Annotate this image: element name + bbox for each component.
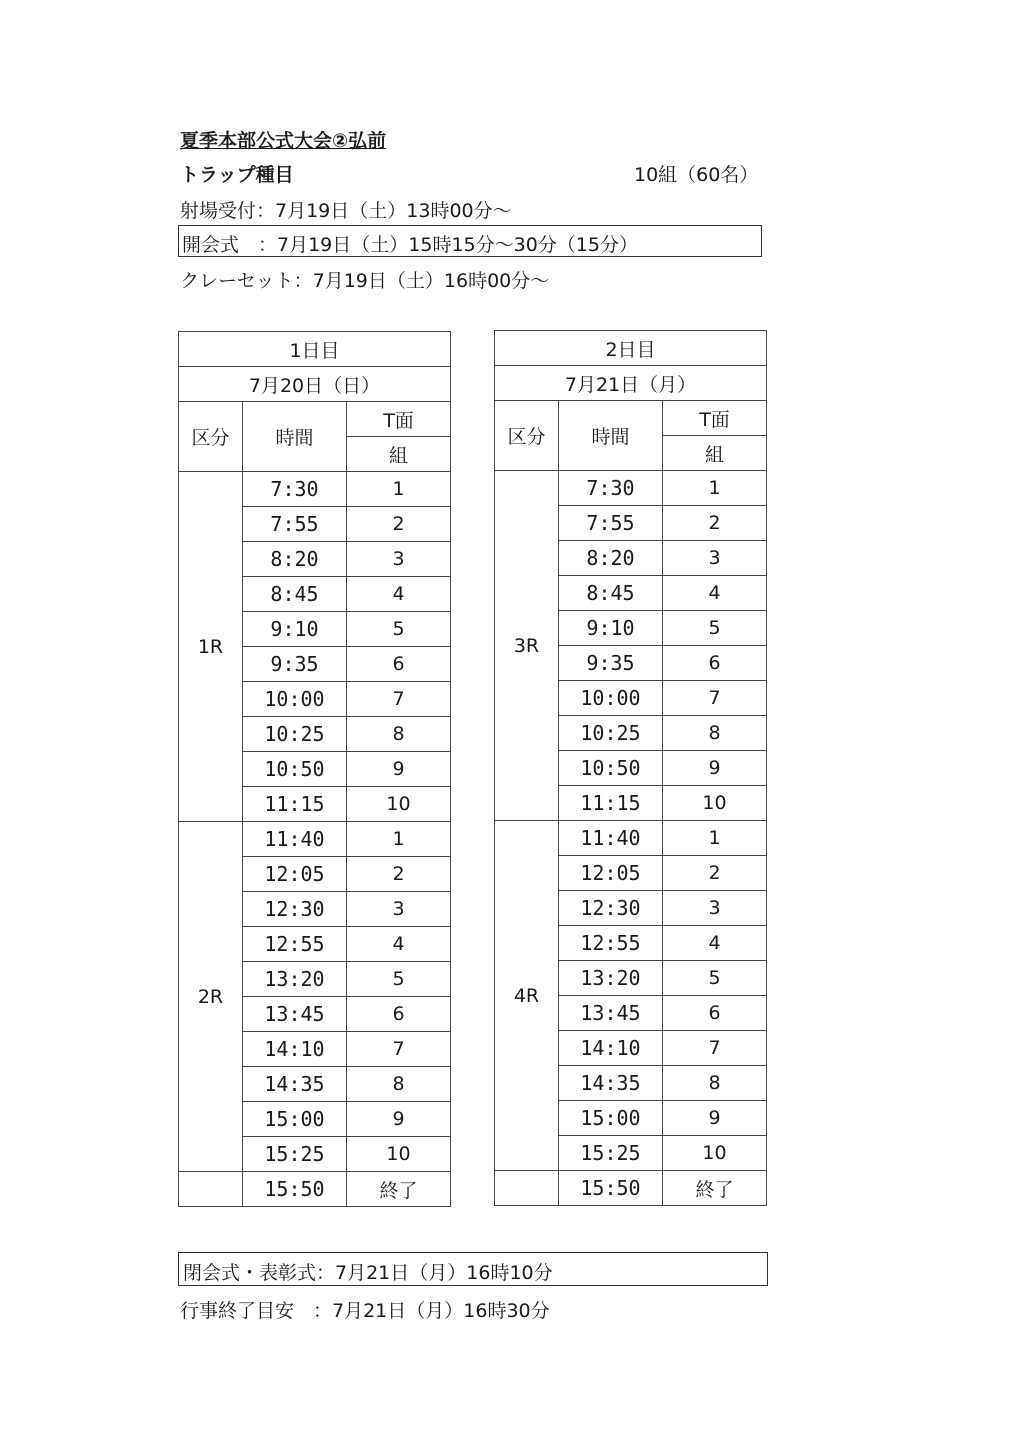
time-cell: 7:55 <box>559 506 663 541</box>
group-cell: 4 <box>347 577 451 612</box>
time-cell: 14:10 <box>243 1032 347 1067</box>
time-cell: 10:00 <box>559 681 663 716</box>
field-header: T面 <box>347 402 451 437</box>
time-cell: 14:35 <box>243 1067 347 1102</box>
group-cell: 10 <box>663 786 767 821</box>
time-cell: 8:20 <box>559 541 663 576</box>
group-cell: 2 <box>347 857 451 892</box>
time-cell: 13:20 <box>243 962 347 997</box>
event-end-time: 行事終了目安 ：7月21日（月）16時30分 <box>180 1300 550 1322</box>
time-cell: 7:30 <box>559 471 663 506</box>
time-cell: 10:50 <box>243 752 347 787</box>
day-label: 2日目 <box>495 331 767 366</box>
time-cell: 13:45 <box>559 996 663 1031</box>
time-cell: 10:25 <box>243 717 347 752</box>
time-cell: 11:15 <box>559 786 663 821</box>
time-cell: 11:40 <box>243 822 347 857</box>
group-cell: 1 <box>663 821 767 856</box>
day1-schedule-table <box>178 331 451 1207</box>
group-cell: 4 <box>663 576 767 611</box>
time-cell: 15:25 <box>243 1137 347 1172</box>
group-cell: 3 <box>663 891 767 926</box>
group-cell: 8 <box>347 1067 451 1102</box>
time-cell: 15:50 <box>243 1172 347 1207</box>
group-cell: 7 <box>663 1031 767 1066</box>
day2-schedule-table <box>494 330 767 1206</box>
time-cell: 14:10 <box>559 1031 663 1066</box>
group-cell: 4 <box>663 926 767 961</box>
closing-ceremony: 閉会式・表彰式：7月21日（月）16時10分 <box>178 1252 768 1286</box>
table-row <box>179 1172 451 1207</box>
time-cell: 8:45 <box>243 577 347 612</box>
time-cell: 9:10 <box>559 611 663 646</box>
group-cell: 1 <box>347 822 451 857</box>
group-cell: 終了 <box>663 1171 767 1206</box>
time-cell: 15:25 <box>559 1136 663 1171</box>
empty-division-cell <box>495 1171 559 1206</box>
round-label: 2R <box>179 822 243 1172</box>
time-cell: 9:10 <box>243 612 347 647</box>
field-header: T面 <box>663 401 767 436</box>
group-cell: 3 <box>347 892 451 927</box>
group-cell: 7 <box>347 682 451 717</box>
time-cell: 12:05 <box>243 857 347 892</box>
time-cell: 12:55 <box>243 927 347 962</box>
group-cell: 5 <box>663 961 767 996</box>
time-cell: 8:20 <box>243 542 347 577</box>
time-cell: 8:45 <box>559 576 663 611</box>
group-cell: 6 <box>347 647 451 682</box>
time-cell: 15:00 <box>559 1101 663 1136</box>
group-cell: 5 <box>663 611 767 646</box>
round-label: 3R <box>495 471 559 821</box>
group-cell: 10 <box>347 1137 451 1172</box>
group-cell: 3 <box>347 542 451 577</box>
division-header: 区分 <box>179 402 243 472</box>
group-cell: 10 <box>347 787 451 822</box>
group-cell: 1 <box>663 471 767 506</box>
round-label: 1R <box>179 472 243 822</box>
time-header: 時間 <box>559 401 663 471</box>
time-cell: 10:50 <box>559 751 663 786</box>
group-count: 10組（60名） <box>634 164 759 186</box>
group-header: 組 <box>663 436 767 471</box>
reception-time: 射場受付：7月19日（土）13時00分～ <box>180 200 512 222</box>
time-cell: 7:55 <box>243 507 347 542</box>
event-name: トラップ種目 <box>180 164 294 186</box>
time-cell: 12:55 <box>559 926 663 961</box>
table-row <box>495 821 767 856</box>
day-date: 7月20日（日） <box>179 367 451 402</box>
table-row <box>495 471 767 506</box>
group-cell: 9 <box>347 752 451 787</box>
document-title: 夏季本部公式大会②弘前 <box>180 130 387 152</box>
group-header: 組 <box>347 437 451 472</box>
group-cell: 6 <box>663 646 767 681</box>
table-row <box>179 472 451 507</box>
day-label: 1日目 <box>179 332 451 367</box>
table-row <box>179 822 451 857</box>
time-cell: 10:00 <box>243 682 347 717</box>
time-header: 時間 <box>243 402 347 472</box>
time-cell: 12:05 <box>559 856 663 891</box>
time-cell: 11:15 <box>243 787 347 822</box>
time-cell: 11:40 <box>559 821 663 856</box>
group-cell: 8 <box>663 716 767 751</box>
clay-set-time: クレーセット：7月19日（土）16時00分～ <box>180 270 550 292</box>
time-cell: 12:30 <box>243 892 347 927</box>
time-cell: 9:35 <box>559 646 663 681</box>
time-cell: 10:25 <box>559 716 663 751</box>
group-cell: 9 <box>347 1102 451 1137</box>
group-cell: 5 <box>347 962 451 997</box>
group-cell: 終了 <box>347 1172 451 1207</box>
group-cell: 2 <box>347 507 451 542</box>
group-cell: 10 <box>663 1136 767 1171</box>
group-cell: 2 <box>663 506 767 541</box>
group-cell: 2 <box>663 856 767 891</box>
group-cell: 3 <box>663 541 767 576</box>
group-cell: 6 <box>347 997 451 1032</box>
division-header: 区分 <box>495 401 559 471</box>
time-cell: 12:30 <box>559 891 663 926</box>
round-label: 4R <box>495 821 559 1171</box>
group-cell: 7 <box>663 681 767 716</box>
time-cell: 13:20 <box>559 961 663 996</box>
time-cell: 13:45 <box>243 997 347 1032</box>
group-cell: 1 <box>347 472 451 507</box>
time-cell: 9:35 <box>243 647 347 682</box>
opening-ceremony: 開会式 ：7月19日（土）15時15分～30分（15分） <box>178 225 762 257</box>
group-cell: 6 <box>663 996 767 1031</box>
group-cell: 7 <box>347 1032 451 1067</box>
time-cell: 14:35 <box>559 1066 663 1101</box>
group-cell: 4 <box>347 927 451 962</box>
empty-division-cell <box>179 1172 243 1207</box>
time-cell: 15:50 <box>559 1171 663 1206</box>
group-cell: 9 <box>663 751 767 786</box>
table-row <box>495 1171 767 1206</box>
time-cell: 7:30 <box>243 472 347 507</box>
group-cell: 8 <box>347 717 451 752</box>
time-cell: 15:00 <box>243 1102 347 1137</box>
group-cell: 9 <box>663 1101 767 1136</box>
group-cell: 5 <box>347 612 451 647</box>
group-cell: 8 <box>663 1066 767 1101</box>
day-date: 7月21日（月） <box>495 366 767 401</box>
